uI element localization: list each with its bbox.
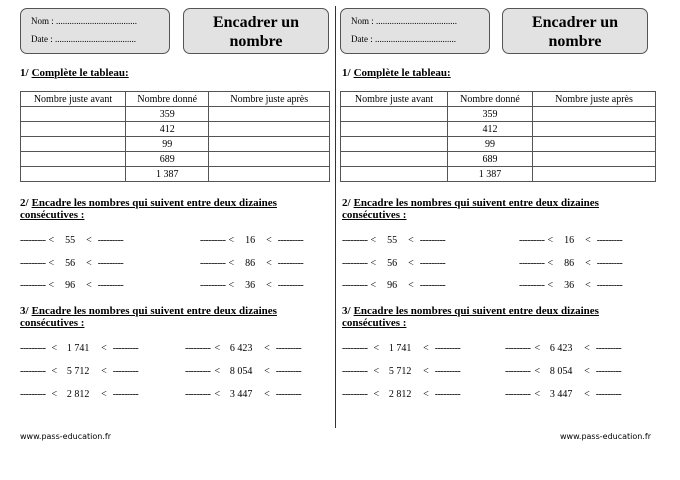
question-3-title	[20, 305, 310, 329]
given-number: 36	[245, 280, 256, 291]
less-than-sign: <	[86, 235, 92, 246]
table-row	[341, 122, 656, 137]
given-number: 5 712	[388, 366, 412, 377]
answer-blank-lower[interactable]: ---------	[342, 280, 368, 291]
question-3-number: 3/	[342, 305, 351, 317]
less-than-sign: <	[264, 343, 270, 354]
given-number: 8 054	[229, 366, 253, 377]
after-cell[interactable]	[209, 107, 330, 122]
question-2-text-line-2: consécutives :	[20, 209, 85, 221]
question-1-text: Complète le tableau:	[353, 67, 451, 79]
less-than-sign: <	[228, 258, 235, 269]
less-than-sign: <	[534, 389, 541, 400]
question-3-text: Encadre les nombres qui suivent entre deux dizaines	[353, 305, 599, 317]
q2-exercise-row	[342, 280, 445, 291]
answer-blank-upper[interactable]: ---------	[595, 389, 622, 400]
table-row	[341, 137, 656, 152]
given-number: 56	[387, 258, 398, 269]
q2-exercise-row	[342, 258, 445, 269]
less-than-sign: <	[585, 235, 591, 246]
less-than-sign: <	[585, 258, 591, 269]
less-than-sign: <	[266, 235, 272, 246]
less-than-sign: <	[547, 280, 554, 291]
q3-exercise-row	[20, 366, 138, 377]
answer-blank-lower[interactable]: ---------	[20, 235, 46, 246]
answer-blank-upper[interactable]: ---------	[275, 343, 302, 354]
question-2-number: 2/	[342, 197, 351, 209]
question-1-title	[20, 67, 310, 79]
given-cell: 99	[448, 137, 533, 152]
question-1-number: 1/	[342, 67, 351, 79]
q2-exercise-row	[342, 235, 445, 246]
answer-blank-upper[interactable]: ---------	[277, 280, 304, 291]
before-cell[interactable]	[21, 167, 126, 182]
q3-exercise-row	[342, 366, 460, 377]
answer-blank-upper[interactable]: ---------	[97, 258, 124, 269]
table-header-row	[21, 92, 330, 107]
table-header-row	[341, 92, 656, 107]
less-than-sign: <	[264, 366, 270, 377]
q3-exercise-row	[505, 389, 621, 400]
answer-blank-lower[interactable]: ---------	[200, 280, 226, 291]
footer-url[interactable]: www.pass-education.fr	[560, 432, 651, 441]
question-3-title	[342, 305, 632, 329]
less-than-sign: <	[408, 258, 414, 269]
less-than-sign: <	[373, 389, 380, 400]
less-than-sign: <	[86, 280, 92, 291]
answer-blank-lower[interactable]: ---------	[185, 343, 211, 354]
given-number: 1 741	[388, 343, 412, 354]
q3-exercise-row	[20, 389, 138, 400]
after-cell[interactable]	[533, 152, 656, 167]
given-number: 8 054	[549, 366, 573, 377]
given-cell: 1 387	[448, 167, 533, 182]
less-than-sign: <	[584, 389, 590, 400]
answer-blank-lower[interactable]: ---------	[342, 235, 368, 246]
q3-exercise-row	[342, 343, 460, 354]
answer-blank-lower[interactable]: ---------	[20, 389, 46, 400]
answer-blank-lower[interactable]: ---------	[185, 389, 211, 400]
answer-blank-upper[interactable]: ---------	[275, 366, 302, 377]
q3-exercise-row	[20, 343, 138, 354]
less-than-sign: <	[534, 343, 541, 354]
less-than-sign: <	[408, 280, 414, 291]
answer-blank-lower[interactable]: ---------	[200, 258, 226, 269]
less-than-sign: <	[534, 366, 541, 377]
before-cell[interactable]	[341, 122, 448, 137]
less-than-sign: <	[547, 258, 554, 269]
before-cell[interactable]	[21, 137, 126, 152]
given-cell: 359	[125, 107, 209, 122]
answer-blank-lower[interactable]: ---------	[342, 389, 368, 400]
table-row	[21, 152, 330, 167]
after-cell[interactable]	[209, 152, 330, 167]
after-cell[interactable]	[533, 122, 656, 137]
question-3-number: 3/	[20, 305, 29, 317]
q2-exercise-row	[200, 280, 303, 291]
given-number: 6 423	[549, 343, 573, 354]
less-than-sign: <	[266, 280, 272, 291]
after-cell[interactable]	[533, 137, 656, 152]
table-row	[341, 167, 656, 182]
question-2-text-line-2: consécutives :	[342, 209, 407, 221]
column-header-after: Nombre juste après	[533, 92, 656, 107]
answer-blank-upper[interactable]: ---------	[595, 343, 622, 354]
answer-blank-lower[interactable]: ---------	[20, 280, 46, 291]
answer-blank-upper[interactable]: ---------	[97, 280, 124, 291]
question-1-title	[342, 67, 632, 79]
less-than-sign: <	[370, 235, 377, 246]
given-number: 3 447	[229, 389, 253, 400]
nom-field[interactable]: Nom : ....................................	[351, 16, 458, 26]
q2-exercise-row	[200, 258, 303, 269]
given-number: 2 812	[388, 389, 412, 400]
title-line-1: Encadrer un	[531, 14, 619, 31]
q2-exercise-row	[519, 235, 622, 246]
q3-exercise-row	[342, 389, 460, 400]
given-cell: 689	[448, 152, 533, 167]
answer-blank-lower[interactable]: ---------	[519, 235, 545, 246]
before-cell[interactable]	[21, 107, 126, 122]
given-number: 86	[245, 258, 256, 269]
given-cell: 412	[448, 122, 533, 137]
column-header-before: Nombre juste avant	[341, 92, 448, 107]
worksheet-left	[0, 0, 330, 480]
nom-field[interactable]: Nom : ....................................	[31, 16, 138, 26]
given-number: 16	[564, 235, 575, 246]
title-line-1: Encadrer un	[212, 14, 300, 31]
q3-exercise-row	[185, 366, 301, 377]
given-number: 55	[65, 235, 76, 246]
question-2-text: Encadre les nombres qui suivent entre deux dizaines	[31, 197, 277, 209]
column-header-given: Nombre donné	[448, 92, 533, 107]
before-cell[interactable]	[341, 137, 448, 152]
answer-blank-lower[interactable]: ---------	[342, 258, 368, 269]
worksheet-right	[338, 0, 668, 480]
less-than-sign: <	[214, 389, 221, 400]
less-than-sign: <	[370, 258, 377, 269]
given-cell: 412	[125, 122, 209, 137]
given-number: 1 741	[66, 343, 90, 354]
complete-table	[20, 91, 330, 182]
less-than-sign: <	[264, 389, 270, 400]
before-cell[interactable]	[341, 107, 448, 122]
less-than-sign: <	[101, 389, 107, 400]
question-3-text-line-2: consécutives :	[342, 317, 407, 329]
question-2-number: 2/	[20, 197, 29, 209]
q2-exercise-row	[200, 235, 303, 246]
less-than-sign: <	[373, 366, 380, 377]
less-than-sign: <	[584, 343, 590, 354]
given-number: 36	[564, 280, 575, 291]
answer-blank-upper[interactable]: ---------	[596, 280, 623, 291]
given-number: 96	[387, 280, 398, 291]
given-cell: 359	[448, 107, 533, 122]
answer-blank-upper[interactable]: ---------	[97, 235, 124, 246]
given-number: 5 712	[66, 366, 90, 377]
answer-blank-lower[interactable]: ---------	[505, 366, 531, 377]
question-2-title	[342, 197, 632, 221]
answer-blank-lower[interactable]: ---------	[20, 343, 46, 354]
answer-blank-upper[interactable]: ---------	[112, 343, 139, 354]
answer-blank-upper[interactable]: ---------	[434, 366, 461, 377]
answer-blank-upper[interactable]: ---------	[596, 235, 623, 246]
q2-exercise-row	[519, 280, 622, 291]
less-than-sign: <	[51, 366, 58, 377]
answer-blank-upper[interactable]: ---------	[434, 389, 461, 400]
answer-blank-upper[interactable]: ---------	[434, 343, 461, 354]
less-than-sign: <	[214, 343, 221, 354]
answer-blank-lower[interactable]: ---------	[519, 258, 545, 269]
q2-exercise-row	[20, 258, 123, 269]
name-date-box	[340, 8, 490, 54]
table-row	[21, 137, 330, 152]
given-cell: 689	[125, 152, 209, 167]
after-cell[interactable]	[209, 137, 330, 152]
answer-blank-upper[interactable]: ---------	[277, 258, 304, 269]
answer-blank-upper[interactable]: ---------	[112, 389, 139, 400]
q2-exercise-row	[20, 280, 123, 291]
column-header-given: Nombre donné	[125, 92, 209, 107]
less-than-sign: <	[48, 235, 55, 246]
answer-blank-upper[interactable]: ---------	[275, 389, 302, 400]
given-cell: 99	[125, 137, 209, 152]
answer-blank-upper[interactable]: ---------	[419, 235, 446, 246]
less-than-sign: <	[408, 235, 414, 246]
before-cell[interactable]	[21, 152, 126, 167]
answer-blank-lower[interactable]: ---------	[200, 235, 226, 246]
given-number: 6 423	[229, 343, 253, 354]
given-cell: 1 387	[125, 167, 209, 182]
less-than-sign: <	[370, 280, 377, 291]
less-than-sign: <	[547, 235, 554, 246]
given-number: 55	[387, 235, 398, 246]
less-than-sign: <	[266, 258, 272, 269]
date-field[interactable]: Date : ....................................	[351, 34, 456, 44]
title-line-2: nombre	[229, 33, 283, 50]
given-number: 16	[245, 235, 256, 246]
page-divider	[335, 6, 336, 428]
less-than-sign: <	[585, 280, 591, 291]
after-cell[interactable]	[209, 167, 330, 182]
question-1-text: Complète le tableau:	[31, 67, 129, 79]
less-than-sign: <	[214, 366, 221, 377]
less-than-sign: <	[48, 280, 55, 291]
given-number: 3 447	[549, 389, 573, 400]
given-number: 86	[564, 258, 575, 269]
given-number: 96	[65, 280, 76, 291]
table-row	[341, 107, 656, 122]
before-cell[interactable]	[341, 167, 448, 182]
less-than-sign: <	[86, 258, 92, 269]
answer-blank-lower[interactable]: ---------	[20, 366, 46, 377]
less-than-sign: <	[228, 280, 235, 291]
answer-blank-lower[interactable]: ---------	[185, 366, 211, 377]
after-cell[interactable]	[209, 122, 330, 137]
column-header-before: Nombre juste avant	[21, 92, 126, 107]
table-row	[21, 122, 330, 137]
q3-exercise-row	[505, 366, 621, 377]
title-box	[502, 8, 648, 54]
q2-exercise-row	[519, 258, 622, 269]
question-2-text: Encadre les nombres qui suivent entre deux dizaines	[353, 197, 599, 209]
answer-blank-lower[interactable]: ---------	[342, 366, 368, 377]
footer-url[interactable]: www.pass-education.fr	[20, 432, 111, 441]
answer-blank-upper[interactable]: ---------	[419, 280, 446, 291]
answer-blank-lower[interactable]: ---------	[505, 389, 531, 400]
given-number: 2 812	[66, 389, 90, 400]
given-number: 56	[65, 258, 76, 269]
table-row	[341, 152, 656, 167]
less-than-sign: <	[101, 366, 107, 377]
answer-blank-lower[interactable]: ---------	[342, 343, 368, 354]
name-date-box	[20, 8, 170, 54]
before-cell[interactable]	[21, 122, 126, 137]
before-cell[interactable]	[341, 152, 448, 167]
title-line-2: nombre	[548, 33, 602, 50]
answer-blank-lower[interactable]: ---------	[505, 343, 531, 354]
answer-blank-lower[interactable]: ---------	[20, 258, 46, 269]
answer-blank-upper[interactable]: ---------	[419, 258, 446, 269]
table-row	[21, 107, 330, 122]
q3-exercise-row	[185, 389, 301, 400]
less-than-sign: <	[101, 343, 107, 354]
answer-blank-upper[interactable]: ---------	[595, 366, 622, 377]
date-field[interactable]: Date : ....................................	[31, 34, 136, 44]
less-than-sign: <	[423, 389, 429, 400]
q3-exercise-row	[185, 343, 301, 354]
q2-exercise-row	[20, 235, 123, 246]
less-than-sign: <	[51, 389, 58, 400]
q3-exercise-row	[505, 343, 621, 354]
answer-blank-upper[interactable]: ---------	[277, 235, 304, 246]
column-header-after: Nombre juste après	[209, 92, 330, 107]
complete-table	[340, 91, 656, 182]
less-than-sign: <	[228, 235, 235, 246]
answer-blank-upper[interactable]: ---------	[112, 366, 139, 377]
less-than-sign: <	[423, 366, 429, 377]
question-2-title	[20, 197, 310, 221]
title-box	[183, 8, 329, 54]
less-than-sign: <	[373, 343, 380, 354]
question-3-text-line-2: consécutives :	[20, 317, 85, 329]
question-1-number: 1/	[20, 67, 29, 79]
after-cell[interactable]	[533, 167, 656, 182]
less-than-sign: <	[423, 343, 429, 354]
table-row	[21, 167, 330, 182]
answer-blank-upper[interactable]: ---------	[596, 258, 623, 269]
less-than-sign: <	[48, 258, 55, 269]
less-than-sign: <	[51, 343, 58, 354]
answer-blank-lower[interactable]: ---------	[519, 280, 545, 291]
question-3-text: Encadre les nombres qui suivent entre deux dizaines	[31, 305, 277, 317]
less-than-sign: <	[584, 366, 590, 377]
after-cell[interactable]	[533, 107, 656, 122]
